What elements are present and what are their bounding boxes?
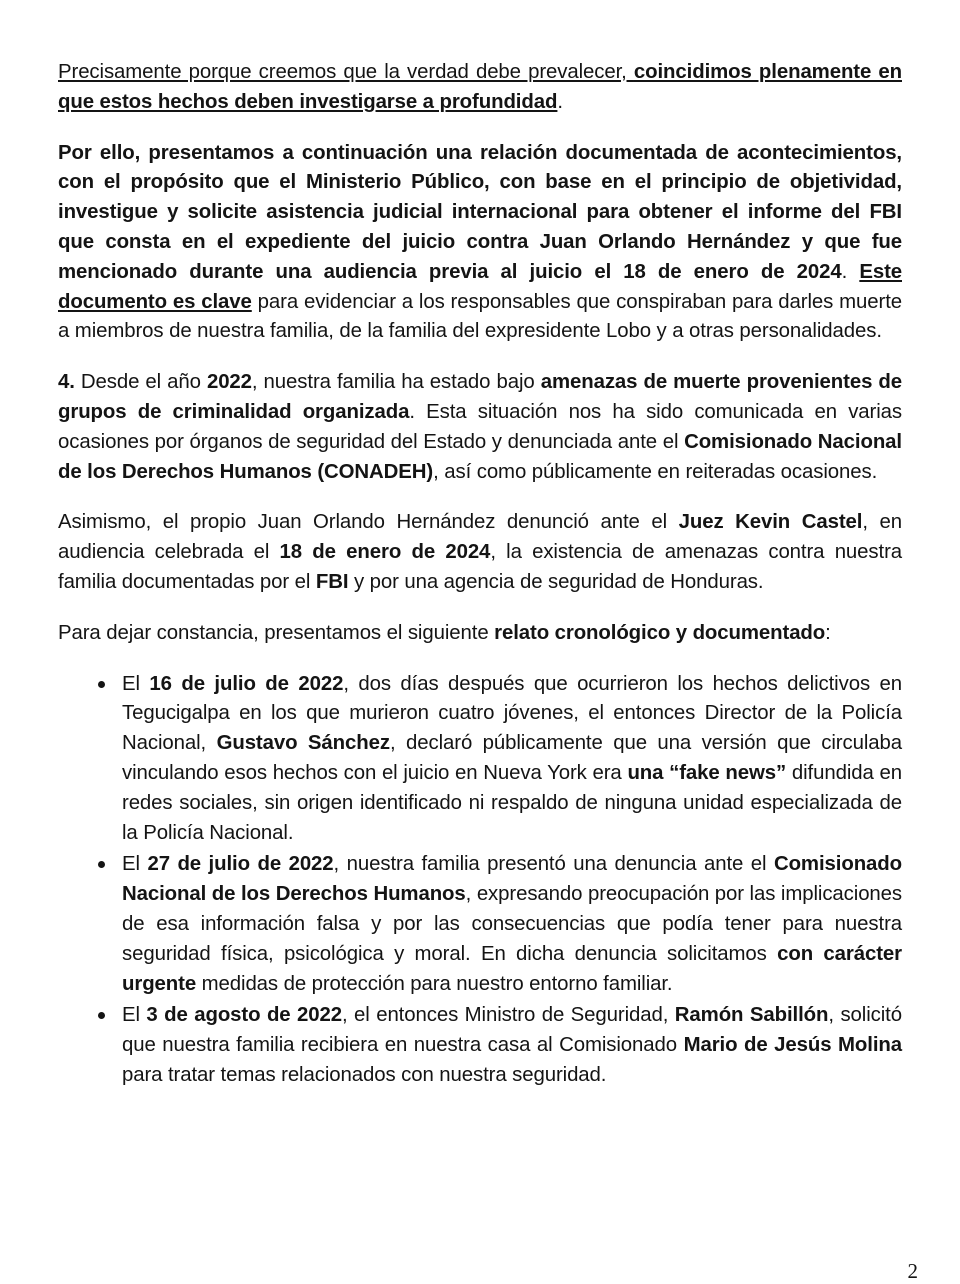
bullet-dot-icon bbox=[98, 1012, 105, 1019]
chronology-list bbox=[58, 670, 902, 1091]
bullet-dot-icon bbox=[98, 681, 105, 688]
list-item: El 27 de julio de 2022, nuestra familia presentó una denuncia ante el Comisionado Nacional de los Derechos Humanos, expresando preocupación por las implicaciones de esa información falsa y por las consecuencias que podía tener para nuestra seguridad física, psicológica y moral. En dicha denuncia solicitamos con carácter urgente medidas de protección para nuestro entorno familiar. bbox=[58, 850, 902, 999]
paragraph-item-4: 4. Desde el año 2022, nuestra familia ha estado bajo amenazas de muerte provenientes de grupos de criminalidad organizada. Esta situación nos ha sido comunicada en varias ocasiones por órganos de seguridad del Estado y denunciada ante el Comisionado Nacional de los Derechos Humanos (CONADEH), así como públicamente en reiteradas ocasiones. bbox=[58, 371, 902, 483]
list-item: El 3 de agosto de 2022, el entonces Ministro de Seguridad, Ramón Sabillón, solicitó que nuestra familia recibiera en nuestra casa al Comisionado Mario de Jesús Molina para tratar temas relacionados con nuestra seguridad. bbox=[58, 1001, 902, 1090]
paragraph-asimismo: Asimismo, el propio Juan Orlando Hernández denunció ante el Juez Kevin Castel, en audiencia celebrada el 18 de enero de 2024, la existencia de amenazas contra nuestra familia documentadas por el FBI y por una agencia de seguridad de Honduras. bbox=[58, 511, 903, 593]
bullet-dot-icon bbox=[98, 861, 105, 868]
page-number: 2 bbox=[907, 1259, 918, 1283]
paragraph-precisamente: Precisamente porque creemos que la verdad debe prevalecer, coincidimos plenamente en que estos hechos deben investigarse a profundidad. bbox=[58, 61, 902, 113]
paragraph-para-dejar-constancia: Para dejar constancia, presentamos el siguiente relato cronológico y documentado: bbox=[58, 621, 831, 644]
paragraph-por-ello: Por ello, presentamos a continuación una relación documentada de acontecimientos, con el propósito que el Ministerio Público, con base en el principio de objetividad, investigue y solicite asistencia judicial internacional para obtener el informe del FBI que consta en el expediente del juicio contra Juan Orlando Hernández y que fue mencionado durante una audiencia previa al juicio el 18 de enero de 2024. Este documento es clave para evidenciar a los responsables que conspiraban para darles muerte a miembros de nuestra familia, de la familia del expresidente Lobo y a otras personalidades. bbox=[58, 141, 902, 343]
document-body bbox=[58, 58, 902, 1093]
list-item: El 16 de julio de 2022, dos días después que ocurrieron los hechos delictivos en Tegucigalpa en los que murieron cuatro jóvenes, el entonces Director de la Policía Nacional, Gustavo Sánchez, declaró públicamente que una versión que circulaba vinculando esos hechos con el juicio en Nueva York era una “fake news” difundida en redes sociales, sin origen identificado ni respaldo de ninguna unidad especializada de la Policía Nacional. bbox=[58, 670, 902, 849]
